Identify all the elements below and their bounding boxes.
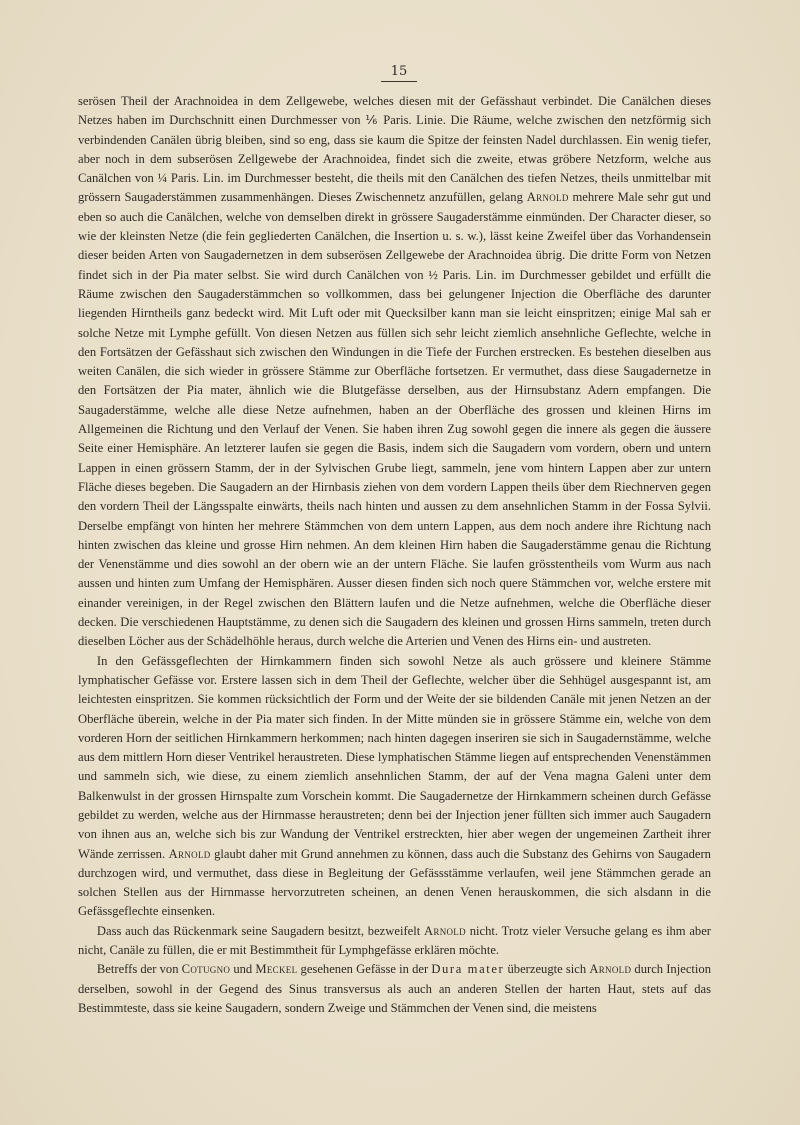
page-number: 15 (381, 64, 417, 82)
author-name: Meckel (255, 962, 298, 977)
author-name: Cotugno (181, 962, 231, 977)
paragraph (78, 92, 711, 652)
text-run: und (230, 962, 256, 977)
text-run: glaubt daher mit Grund annehmen zu können, dass auch die Substanz des Gehirns von Saugadern durchzogen wird, und vermuthet, dass diese in Begleitung der Gefässstämme verlaufen, weil jene Stämmchen gerade an solchen Stellen aus der Hirnmasse hervorzutreten scheinen, an denen Venen herauskommen, die sich alsdann in die Gefässgeflechte einsenken. (78, 846, 711, 919)
text-run: durch Injection derselben, sowohl in der Gegend des Sinus transversus als auch an anderen Stellen der harten Haut, stets auf das Bestimmteste, dass sie keine Saugadern, sondern Zweige und Stämmchen der Venen sind, die meistens (78, 962, 711, 1015)
text-run: Dass auch das Rückenmark seine Saugadern besitzt, bezweifelt (96, 923, 425, 938)
text-run: nicht. Trotz vieler Versuche gelang es ihm aber nicht, Canäle zu füllen, die er mit Bestimmtheit für Lymphgefässe erklären möchte. (78, 923, 711, 958)
text-run: gesehenen Gefässe in der (297, 962, 432, 977)
text-run: Betreffs der von (96, 962, 182, 977)
paragraph (78, 960, 711, 1018)
text-run: mehrere Male sehr gut und eben so auch die Canälchen, welche von demselben direkt in grössere Saugaderstämme einmünden. Der Character dieser, so wie der kleinsten Netze (die fein gegliederten Canälchen, die Insertion u. s. w.), lässt keine Zweifel über das Vorhandensein dieser beiden Arten von Saugadernetzen in dem subserösen Zellgewebe der Arachnoidea übrig. Die dritte Form von Netzen findet sich in der Pia mater selbst. Sie wird durch Canälchen von ½ Paris. Lin. im Durchmesser gebildet und erfüllt die Räume zwischen den Saugaderstämmchen so vollkommen, dass bei gelungener Injection die Oberfläche des darunter liegenden Hirntheils ganz bedeckt wird. Mit Luft oder mit Quecksilber kann man sie leicht einspritzen; einige Mal sah er solche Netze mit Lymphe gefüllt. Von diesen Netzen aus füllen sich sehr leicht ziemlich ansehnliche Geflechte, welche in den Fortsätzen der Gefässhaut sich zwischen den Windungen in die Tiefe der Furchen erstrecken. Es bestehen dieselben aus weiten Canälen, die sich wieder in grössere Stämme zur Oberfläche fortsetzen. Er vermuthet, dass diese Saugadernetze in den Fortsätzen der Pia mater, ähnlich wie die Blutgefässe derselben, aus der Hirnsubstanz Adern empfangen. Die Saugaderstämme, welche alle diese Netze aufnehmen, haben an der Oberfläche des grossen und kleinen Hirns im Allgemeinen die Richtung und den Verlauf der Venen. Sie haben ihren Zug sowohl gegen die innere als gegen die äussere Seite einer Hemisphäre. An letzterer laufen sie gegen die Basis, indem sich die Saugadern vom vordern, obern und untern Lappen in einen grössern Stamm, der in der Sylvischen Grube liegt, sammeln, jene vom hintern Lappen aber zur untern Fläche dieses begeben. Die Saugadern an der Hirnbasis ziehen von dem vordern Lappen theils über dem Riechnerven gegen den vordern Theil der Längsspalte einwärts, theils nach hinten und aussen zu dem ansehnlichen Stamm in der Fossa Sylvii. Derselbe empfängt von hinten her mehrere Stämmchen von dem untern Lappen, aus dem noch andere ihre Richtung nach hinten zwischen das kleine und grosse Hirn nehmen. An dem kleinen Hirn haben die Saugaderstämme genau die Richtung der Venenstämme und dies sowohl an der obern wie an der untern Fläche. Sie laufen grösstentheils vom Wurm aus nach aussen und hinten zum Umfang der Hemisphären. Ausser diesen finden sich noch quere Stämmchen vor, welche erstere mit einander vereinigen, in der Regel zwischen den Blättern laufen und die Netze aufnehmen, welche die Oberfläche dieser decken. Die verschiedenen Hauptstämme, zu denen sich die Saugadern des kleinen und grossen Hirns sammeln, treten durch dieselben Löcher aus der Schädelhöhle heraus, durch welche die Arterien und Venen des Hirns ein- und austreten. (78, 190, 711, 649)
author-name: Arnold (168, 846, 211, 861)
text-run: In den Gefässgeflechten der Hirnkammern finden sich sowohl Netze als auch grössere und kleinere Stämme lymphatischer Gefässe vor. Erstere lassen sich in dem Theil der Geflechte, welcher über die Sehhügel ausgespannt ist, am leichtesten einspritzen. Sie kommen rücksichtlich der Form und der Weite der sie bildenden Canäle mit jenen Netzen an der Oberfläche überein, welche in der Pia mater sich finden. In der Mitte münden sie in grössere Stämme ein, welche von dem vorderen Horn der seitlichen Hirnkammern herkommen; nach hinten dagegen inseriren sie sich in Saugadernstämme, welche aus dem mittlern Horn dieser Ventrikel heraustreten. Diese lymphatischen Stämme liegen auf entsprechenden Venenstämmen und sammeln sich, wie diese, zu einem ziemlich ansehnlichen Stamm, der auf der Vena magna Galeni unter dem Balkenwulst in der grossen Hirnspalte zum Vorschein kommt. Die Saugadernetze der Hirnkammern scheinen durch Gefässe gebildet zu werden, welche aus der Hirnmasse heraustreten; denn bei der Injection jener füllten sich immer auch Saugadern von ihnen aus an, welche sich bis zur Wandung der Ventrikel erstreckten, hier aber wegen der ungemeinen Zartheit ihrer Wände zerrissen. (78, 653, 711, 861)
paragraph (78, 922, 711, 961)
text-run: serösen Theil der Arachnoidea in dem Zellgewebe, welches diesen mit der Gefässhaut verbindet. Die Canälchen dieses Netzes haben im Durchschnitt einen Durchmesser von ⅙ Paris. Linie. Die Räume, welche zwischen den netzförmig sich verbindenden Canälen übrig bleiben, sind so eng, dass sie kaum die Spitze der feinsten Nadel durchlassen. Ein wenig tiefer, aber noch in dem subserösen Zellgewebe der Arachnoidea, findet sich die zweite, etwas gröbere Netzform, welche aus Canälchen von ¼ Paris. Lin. im Durchmesser besteht, die theils mit den Canälchen des tiefen Netzes, theils unmittelbar mit grössern Saugaderstämmen zusammenhängen. Dieses Zwischennetz anzufüllen, gelang (78, 94, 711, 205)
author-name: Arnold (589, 962, 632, 977)
paragraph (78, 652, 711, 922)
author-name: Arnold (424, 923, 466, 938)
author-name: Arnold (526, 190, 569, 205)
body-text (78, 92, 711, 1018)
emphasized-term: Dura mater (431, 962, 505, 977)
text-run: überzeugte sich (504, 962, 590, 977)
